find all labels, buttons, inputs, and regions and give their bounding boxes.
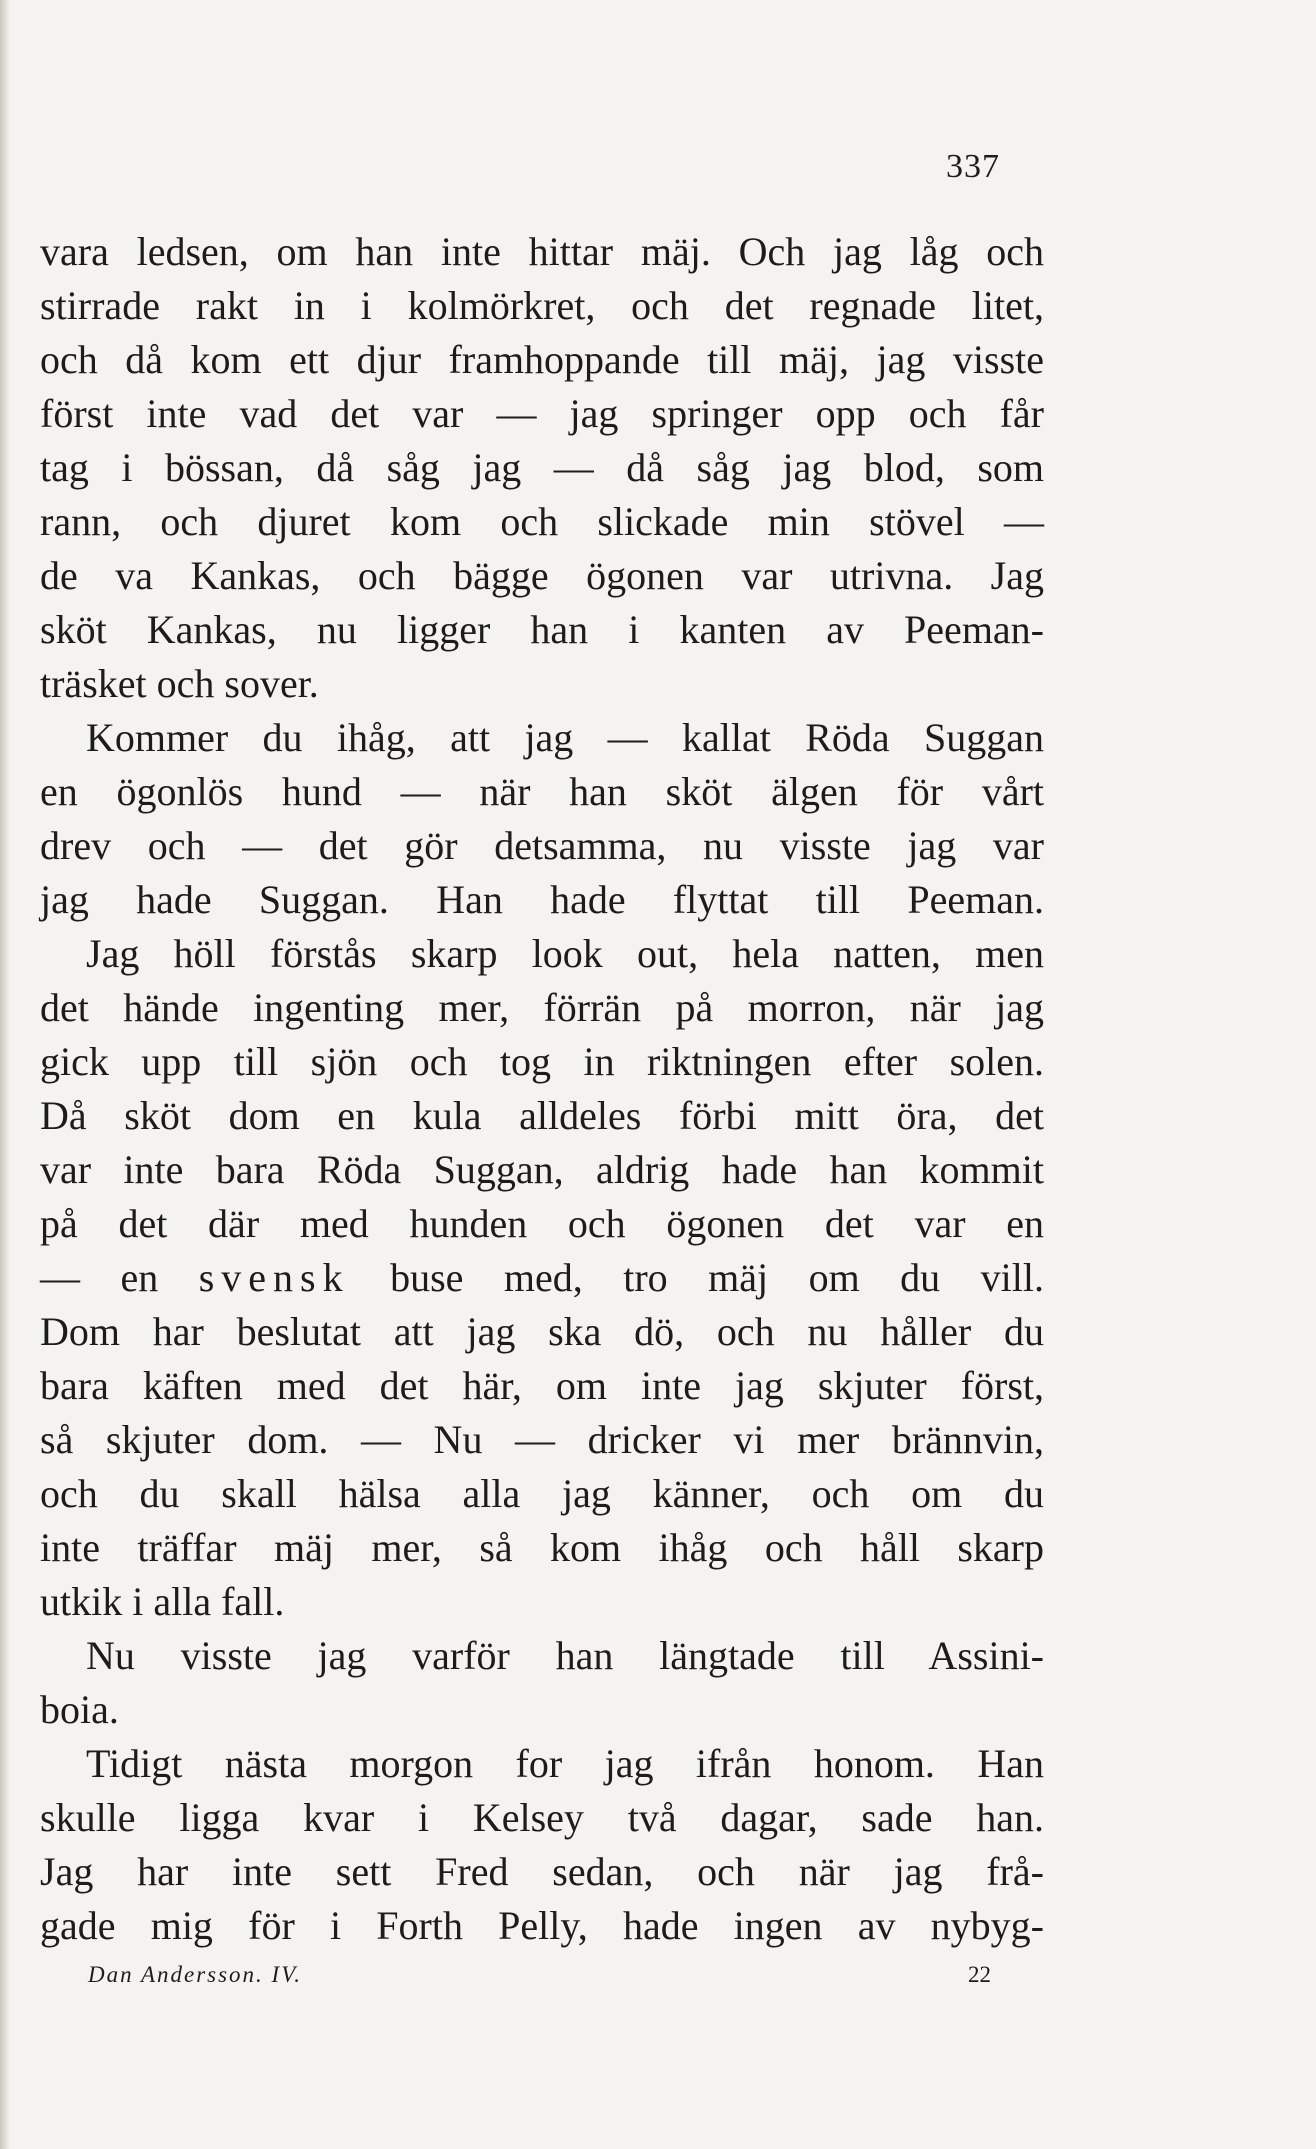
text-line: så skjuter dom. — Nu — dricker vi mer brännvin, — [40, 1417, 1044, 1462]
emphasized-word: svensk — [198, 1255, 350, 1300]
text-line: träsket och sover. — [40, 661, 319, 706]
footer-signature: Dan Andersson. IV. — [88, 1962, 303, 1987]
text-line: bara käften med det här, om inte jag skjuter först, — [40, 1363, 1044, 1408]
text-line: Dom har beslutat att jag ska dö, och nu håller du — [40, 1309, 1044, 1354]
text-line: jag hade Suggan. Han hade flyttat till Peeman. — [40, 877, 1044, 922]
text-line — [40, 1251, 1044, 1305]
text-line: skulle ligga kvar i Kelsey två dagar, sade han. — [40, 1795, 1044, 1840]
text-line: gick upp till sjön och tog in riktningen efter solen. — [40, 1039, 1044, 1084]
text-line: Jag har inte sett Fred sedan, och när jag frå- — [40, 1849, 1044, 1894]
text-line: var inte bara Röda Suggan, aldrig hade han kommit — [40, 1147, 1044, 1192]
text-line: Då sköt dom en kula alldeles förbi mitt öra, det — [40, 1093, 1044, 1138]
page-number: 337 — [946, 148, 1000, 185]
text-line: först inte vad det var — jag springer opp och får — [40, 391, 1044, 436]
text-line: de va Kankas, och bägge ögonen var utrivna. Jag — [40, 553, 1044, 598]
text-line: Nu visste jag varför han längtade till Assini- — [86, 1633, 1044, 1678]
text-line-segment: — en — [40, 1255, 159, 1300]
text-line: en ögonlös hund — när han sköt älgen för vårt — [40, 769, 1044, 814]
text-line: Kommer du ihåg, att jag — kallat Röda Suggan — [86, 715, 1044, 760]
text-line-segment: buse med, tro mäj om du vill. — [390, 1255, 1045, 1300]
text-line: gade mig för i Forth Pelly, hade ingen av nybyg- — [40, 1903, 1044, 1948]
text-line: och du skall hälsa alla jag känner, och om du — [40, 1471, 1044, 1516]
text-line: inte träffar mäj mer, så kom ihåg och håll skarp — [40, 1525, 1044, 1570]
footer-sheet-number: 22 — [968, 1962, 991, 1987]
text-line: drev och — det gör detsamma, nu visste jag var — [40, 823, 1044, 868]
text-line: stirrade rakt in i kolmörkret, och det regnade litet, — [40, 283, 1044, 328]
text-line: utkik i alla fall. — [40, 1579, 285, 1624]
text-line: det hände ingenting mer, förrän på morron, när jag — [40, 985, 1044, 1030]
text-line: och då kom ett djur framhoppande till mäj, jag visste — [40, 337, 1044, 382]
text-line: sköt Kankas, nu ligger han i kanten av Peeman- — [40, 607, 1044, 652]
page-binding-shadow — [0, 0, 10, 2149]
text-line: på det där med hunden och ögonen det var en — [40, 1201, 1044, 1246]
text-line: boia. — [40, 1687, 119, 1732]
text-line: Tidigt nästa morgon for jag ifrån honom. Han — [86, 1741, 1044, 1786]
text-line: rann, och djuret kom och slickade min stövel — — [40, 499, 1044, 544]
text-line: tag i bössan, då såg jag — då såg jag blod, som — [40, 445, 1044, 490]
text-line: Jag höll förstås skarp look out, hela natten, men — [86, 931, 1044, 976]
body-text — [40, 225, 1044, 1953]
text-line: vara ledsen, om han inte hittar mäj. Och jag låg och — [40, 229, 1044, 274]
